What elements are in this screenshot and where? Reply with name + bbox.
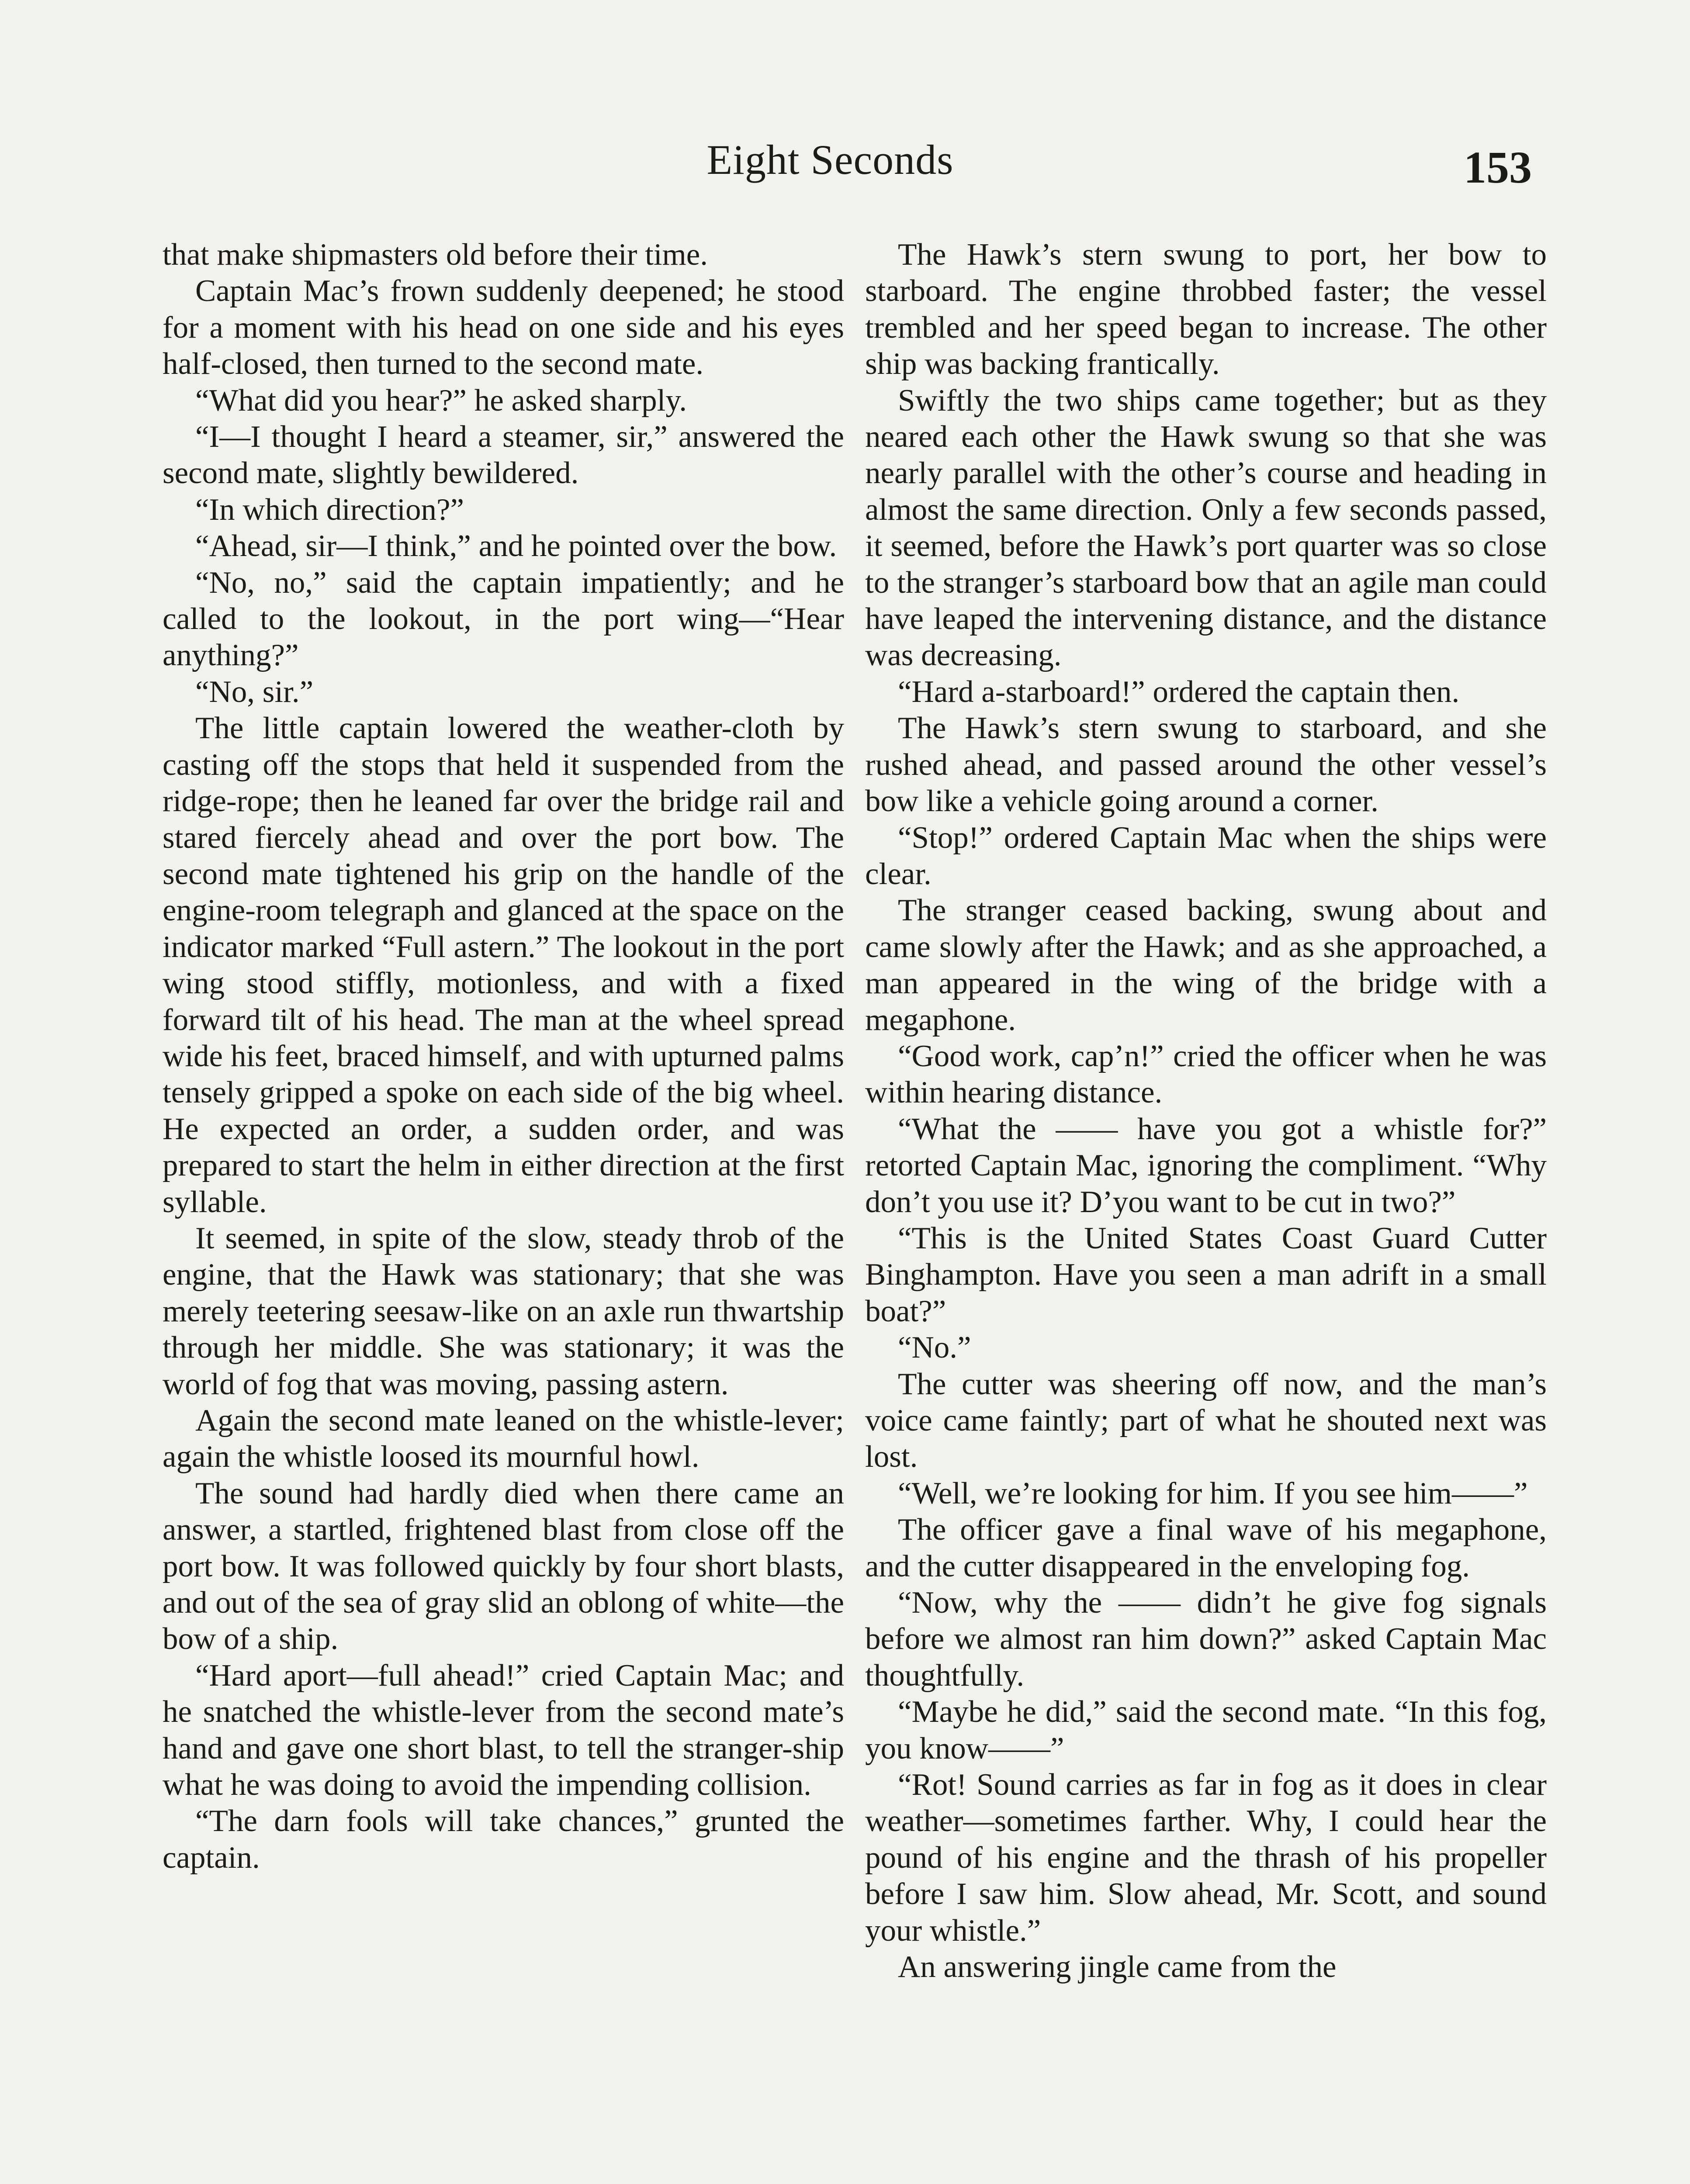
- running-head-title: Eight Seconds: [706, 136, 954, 183]
- paragraph: The little captain lowered the weather-cloth by casting off the stops that held it suspended from the ridge-rope; then he leaned far over the bridge rail and stared fiercely ahead and over the port bow. The second mate tightened his grip on the handle of the engine-room telegraph and glanced at the space on the indicator marked “Full astern.” The lookout in the port wing stood stiffly, motionless, and with a fixed forward tilt of his head. The man at the wheel spread wide his feet, braced himself, and with upturned palms tensely gripped a spoke on each side of the big wheel. He expected an order, a sudden order, and was prepared to start the helm in either direction at the first syllable.: [163, 711, 844, 1219]
- paragraph: The cutter was sheering off now, and the man’s voice came faintly; part of what he shouted next was lost.: [865, 1367, 1547, 1474]
- paragraph: “Ahead, sir—I think,” and he pointed over the bow.: [195, 529, 837, 563]
- paragraph: “What did you hear?” he asked sharply.: [195, 383, 687, 418]
- paragraph: The Hawk’s stern swung to starboard, and she rushed ahead, and passed around the other vessel’s bow like a vehicle going around a corner.: [865, 711, 1547, 819]
- paragraph: “I—I thought I heard a steamer, sir,” answered the second mate, slightly bewildered.: [163, 420, 844, 491]
- paragraph: “Good work, cap’n!” cried the officer when he was within hearing distance.: [865, 1039, 1547, 1110]
- paragraph: “Stop!” ordered Captain Mac when the ships were clear.: [865, 820, 1547, 891]
- paragraph: “Hard a-starboard!” ordered the captain then.: [898, 674, 1460, 709]
- paragraph: “Maybe he did,” said the second mate. “In this fog, you know——”: [865, 1695, 1547, 1766]
- paragraph: The sound had hardly died when there came an answer, a startled, frightened blast from close off the port bow. It was followed quickly by four short blasts, and out of the sea of gray slid an oblong of white—the bow of a ship.: [163, 1476, 844, 1656]
- paragraph: An answering jingle came from the: [898, 1950, 1337, 1984]
- paragraph: “What the —— have you got a whistle for?” retorted Captain Mac, ignoring the compliment. “Why don’t you use it? D’you want to be cut in two?”: [865, 1112, 1547, 1219]
- paragraph: “Well, we’re looking for him. If you see him——”: [898, 1476, 1528, 1510]
- paragraph: “Hard aport—full ahead!” cried Captain Mac; and he snatched the whistle-lever from the second mate’s hand and gave one short blast, to tell the stranger-ship what he was doing to avoid the impending collision.: [163, 1658, 844, 1802]
- paragraph: The Hawk’s stern swung to port, her bow to starboard. The engine throbbed faster; the vessel trembled and her speed began to increase. The other ship was backing frantically.: [865, 238, 1547, 381]
- left-text-column: [163, 237, 844, 1876]
- paragraph: “Now, why the —— didn’t he give fog signals before we almost ran him down?” asked Captain Mac thoughtfully.: [865, 1586, 1547, 1693]
- paragraph: “No, no,” said the captain impatiently; and he called to the lookout, in the port wing—“Hear anything?”: [163, 565, 844, 673]
- paragraph: “The darn fools will take chances,” grunted the captain.: [163, 1804, 844, 1875]
- paragraph: Captain Mac’s frown suddenly deepened; he stood for a moment with his head on one side and his eyes half-closed, then turned to the second mate.: [163, 274, 844, 381]
- paragraph: “This is the United States Coast Guard Cutter Binghampton. Have you seen a man adrift in a small boat?”: [865, 1221, 1547, 1328]
- paragraph: that make shipmasters old before their time.: [163, 238, 708, 272]
- paragraph: “No.”: [898, 1330, 971, 1365]
- page-number: 153: [1464, 142, 1532, 193]
- right-text-column: [865, 237, 1547, 1986]
- paragraph: Again the second mate leaned on the whistle-lever; again the whistle loosed its mournful howl.: [163, 1403, 844, 1474]
- paragraph: The stranger ceased backing, swung about and came slowly after the Hawk; and as she approached, a man appeared in the wing of the bridge with a megaphone.: [865, 893, 1547, 1037]
- paragraph: It seemed, in spite of the slow, steady throb of the engine, that the Hawk was stationary; that she was merely teetering seesaw-like on an axle run thwartship through her middle. She was stationary; it was the world of fog that was moving, passing astern.: [163, 1221, 844, 1401]
- paragraph: “No, sir.”: [195, 674, 314, 709]
- paragraph: Swiftly the two ships came together; but as they neared each other the Hawk swung so that she was nearly parallel with the other’s course and heading in almost the same direction. Only a few seconds passed, it seemed, before the Hawk’s port quarter was so close to the stranger’s starboard bow that an agile man could have leaped the intervening distance, and the distance was decreasing.: [865, 383, 1547, 673]
- paragraph: “Rot! Sound carries as far in fog as it does in clear weather—sometimes farther. Why, I could hear the pound of his engine and the thrash of his propeller before I saw him. Slow ahead, Mr. Scott, and sound your whistle.”: [865, 1768, 1547, 1948]
- paragraph: “In which direction?”: [195, 492, 464, 527]
- paragraph: The officer gave a final wave of his megaphone, and the cutter disappeared in the enveloping fog.: [865, 1513, 1547, 1583]
